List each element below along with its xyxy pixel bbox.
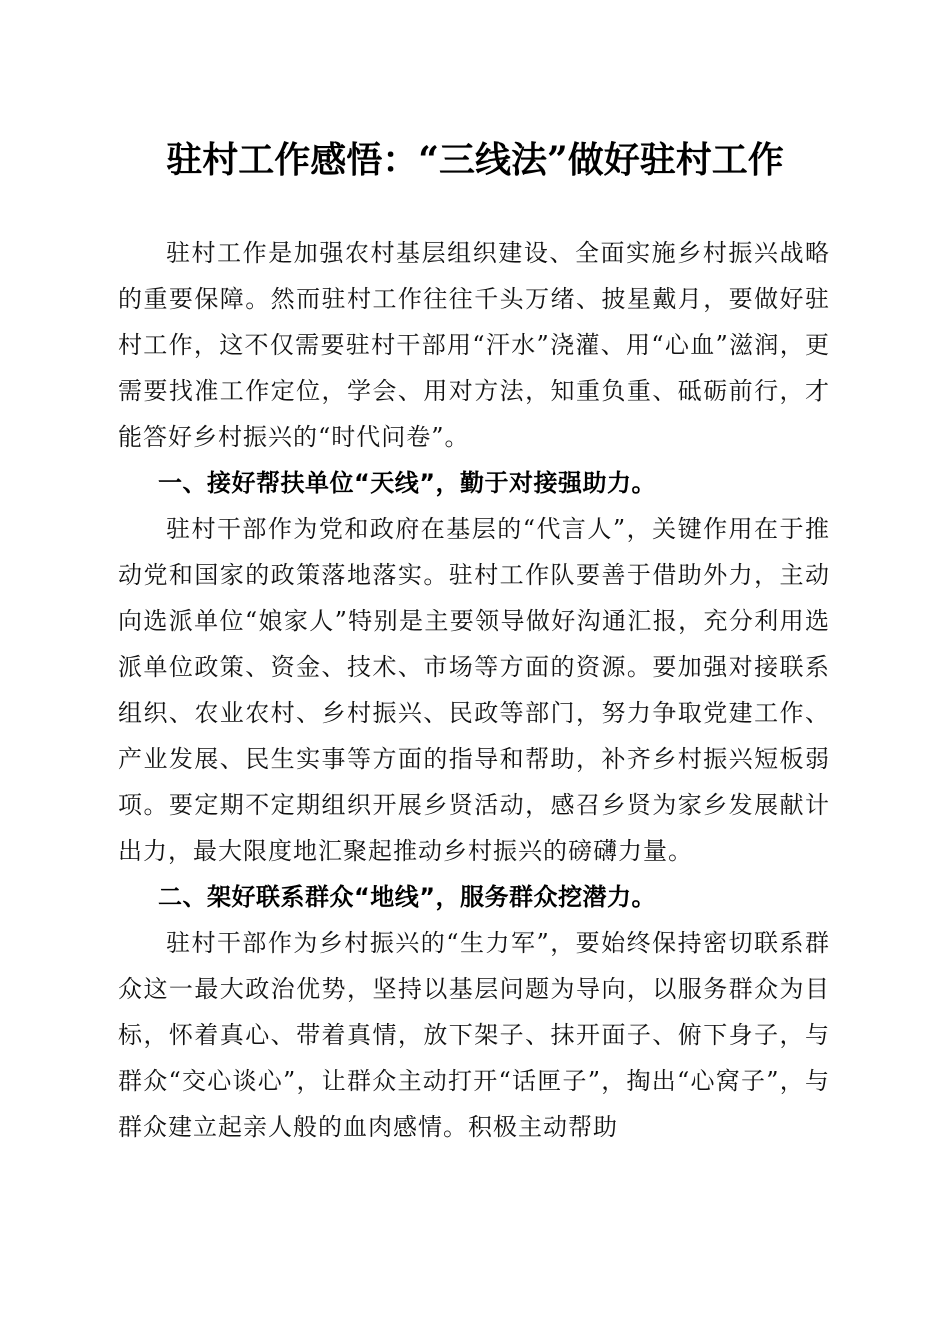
section-1-paragraph: 驻村干部作为党和政府在基层的“代言人”，关键作用在于推动党和国家的政策落地落实。驻村工作队要善于借助外力，主动向选派单位“娘家人”特别是主要领导做好沟通汇报，充分利用选派单位政策、资金、技术、市场等方面的资源。要加强对接联系组织、农业农村、乡村振兴、民政等部门，努力争取党建工作、产业发展、民生实事等方面的指导和帮助，补齐乡村振兴短板弱项。要定期不定期组织开展乡贤活动，感召乡贤为家乡发展献计出力，最大限度地汇聚起推动乡村振兴的磅礴力量。 (118, 515, 830, 865)
section-2-heading: 二、架好联系群众“地线”，服务群众挖潜力。 (158, 883, 657, 911)
document-body (118, 230, 830, 1150)
document-title: 驻村工作感悟：“三线法”做好驻村工作 (166, 139, 784, 181)
intro-paragraph: 驻村工作是加强农村基层组织建设、全面实施乡村振兴战略的重要保障。然而驻村工作往往千头万绪、披星戴月，要做好驻村工作，这不仅需要驻村干部用“汗水”浇灌、用“心血”滋润，更需要找准工作定位，学会、用对方法，知重负重、砥砺前行，才能答好乡村振兴的“时代问卷”。 (118, 239, 830, 451)
section-2-paragraph: 驻村干部作为乡村振兴的“生力军”，要始终保持密切联系群众这一最大政治优势，坚持以基层问题为导向，以服务群众为目标，怀着真心、带着真情，放下架子、抹开面子、俯下身子，与群众“交心谈心”，让群众主动打开“话匣子”，掏出“心窝子”，与群众建立起亲人般的血肉感情。积极主动帮助 (118, 929, 830, 1141)
section-1-heading: 一、接好帮扶单位“天线”，勤于对接强助力。 (158, 469, 657, 497)
